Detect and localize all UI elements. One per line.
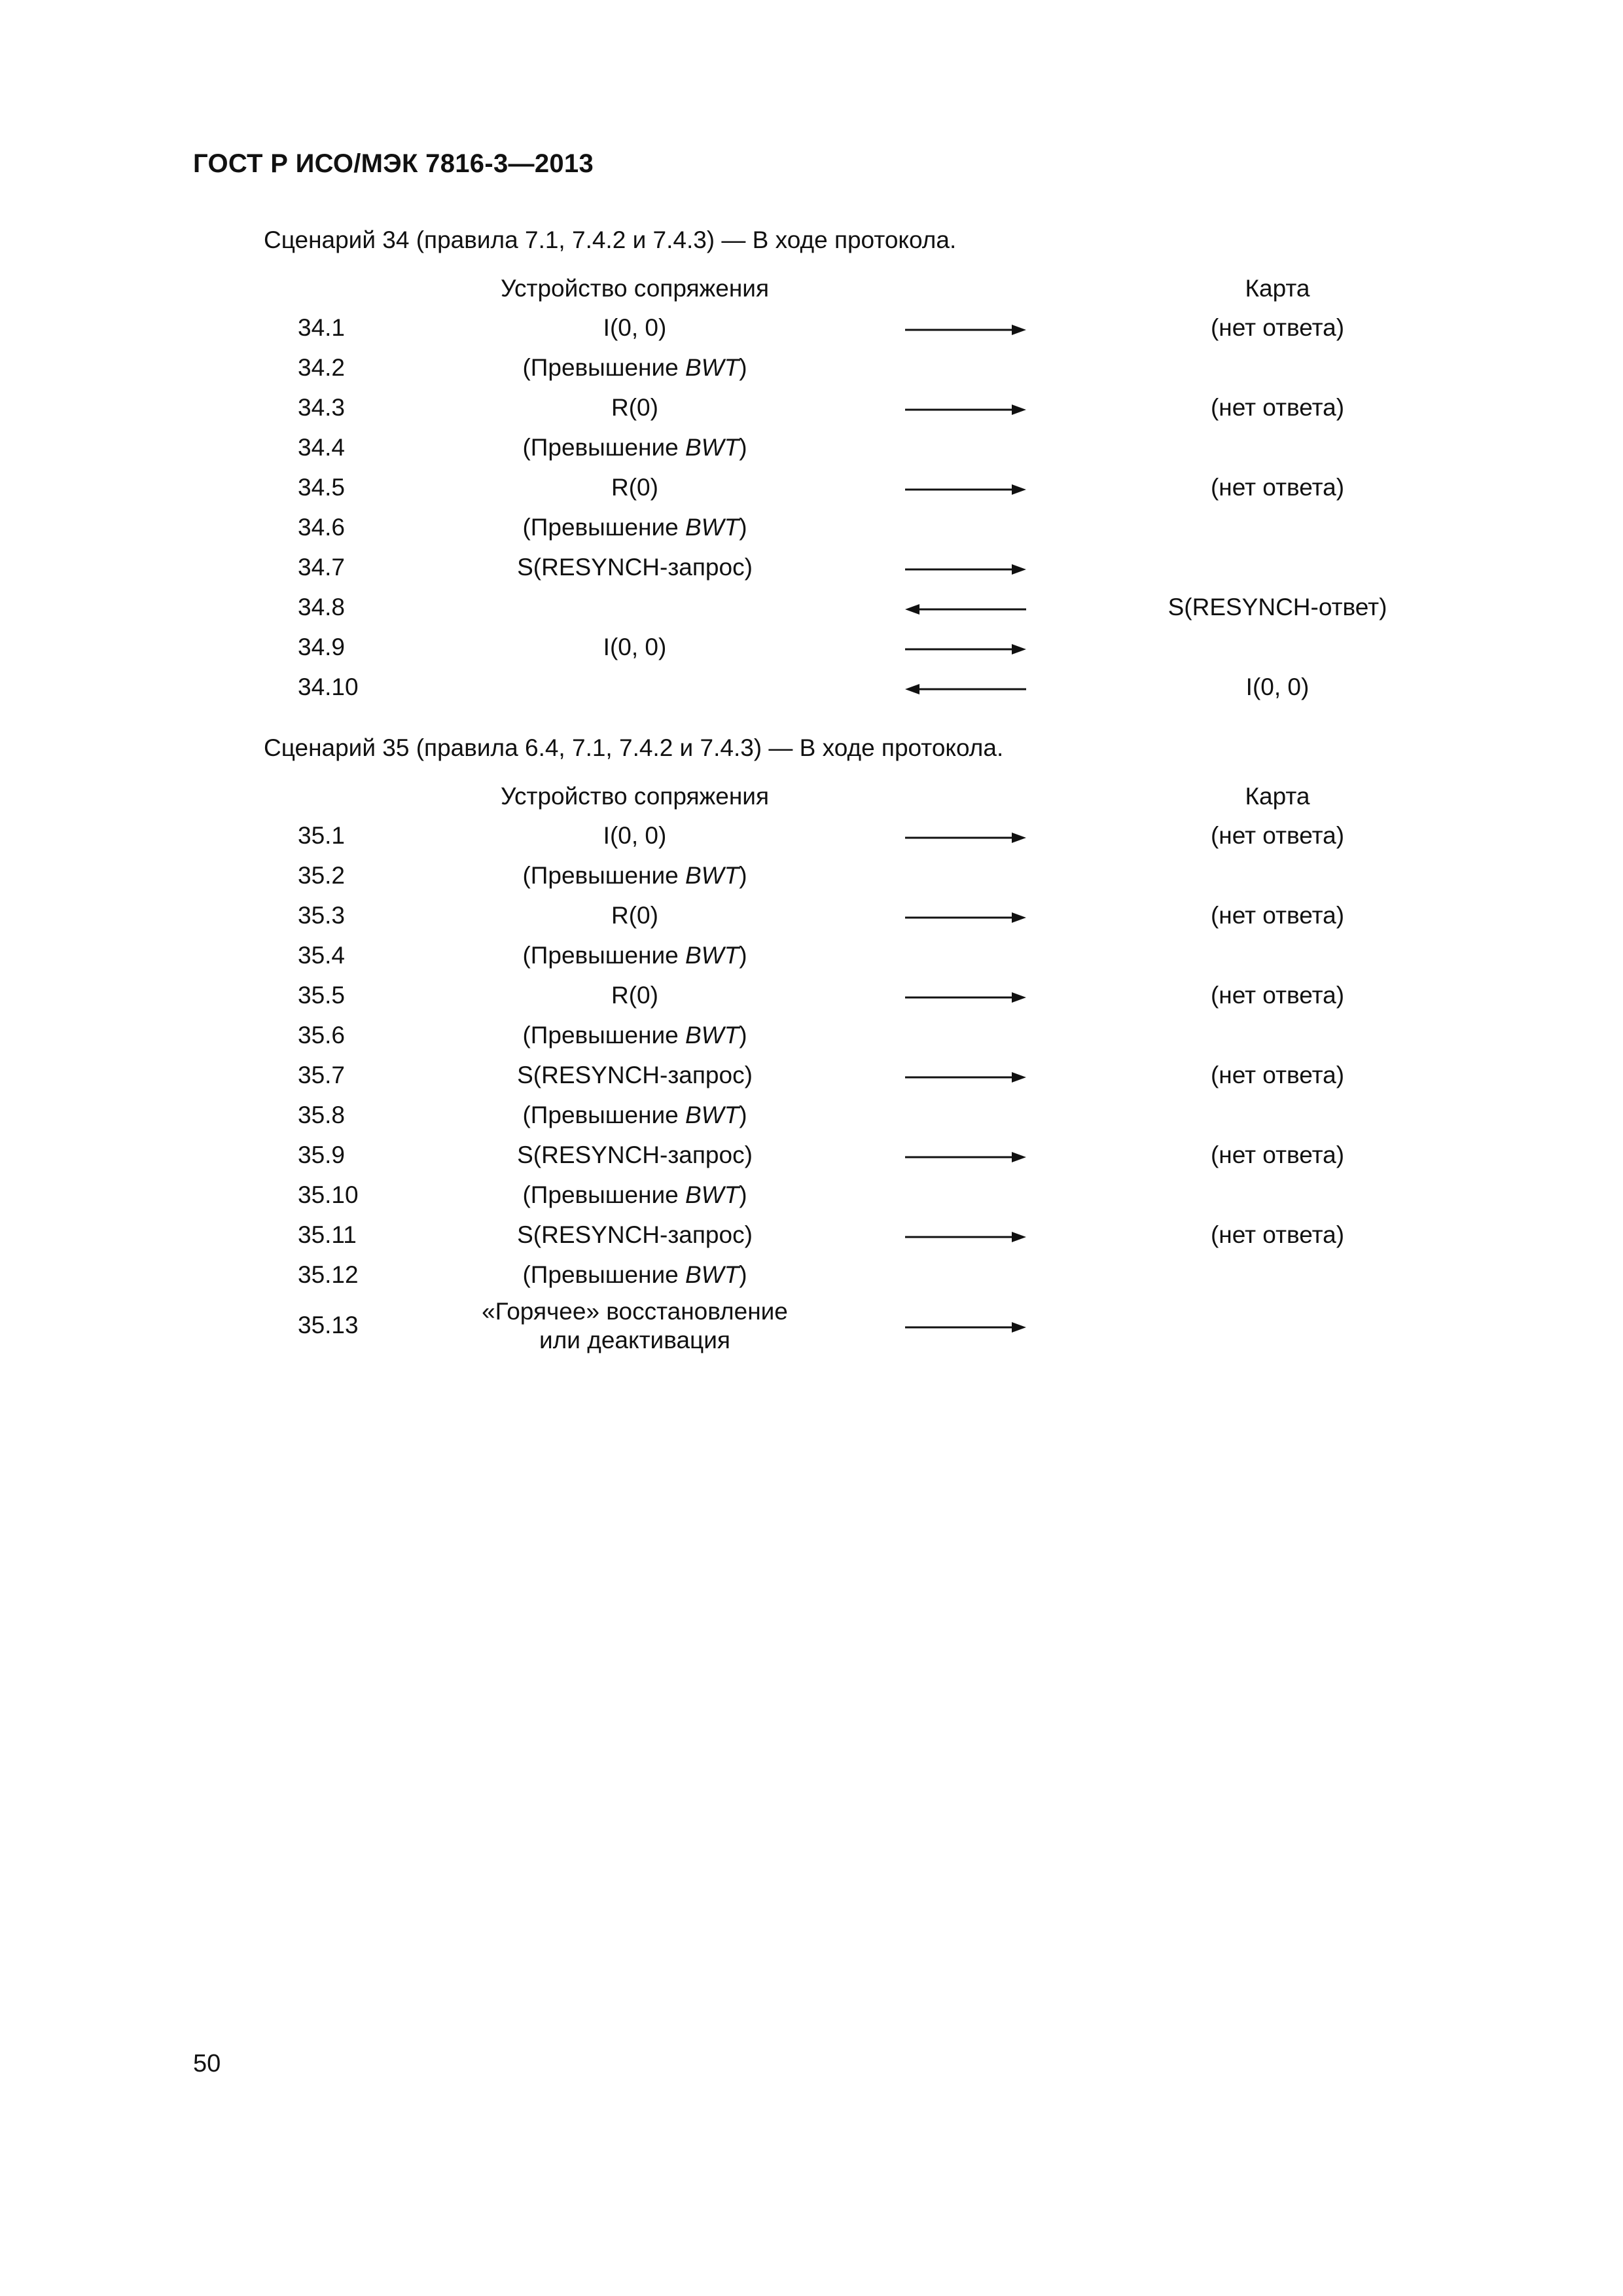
step-number: 34.6 xyxy=(298,514,346,541)
device-action: S(RESYNCH-запрос) xyxy=(517,1062,753,1088)
device-action xyxy=(458,1261,812,1289)
device-action-emphasis: BWT xyxy=(685,1261,740,1288)
page-number: 50 xyxy=(193,2050,221,2077)
device-action-emphasis: BWT xyxy=(685,942,740,969)
device-action-line: или деактивация xyxy=(539,1327,730,1354)
arrow-right-icon xyxy=(905,1229,1026,1245)
step-number: 35.9 xyxy=(298,1141,346,1168)
step-number: 35.12 xyxy=(298,1261,359,1288)
device-action: I(0, 0) xyxy=(603,314,667,341)
arrow-left-icon xyxy=(905,601,1026,617)
step-number: 34.8 xyxy=(298,594,346,620)
step-number: 35.11 xyxy=(298,1221,357,1248)
step-number: 34.2 xyxy=(298,354,346,381)
device-action xyxy=(458,942,812,969)
card-response: (нет ответа) xyxy=(1210,822,1345,849)
step-number: 34.7 xyxy=(298,554,346,581)
step-number: 34.9 xyxy=(298,634,346,660)
step-number: 35.13 xyxy=(298,1312,359,1338)
card-response: (нет ответа) xyxy=(1210,314,1345,341)
step-number: 35.6 xyxy=(298,1022,346,1049)
arrow-right-icon xyxy=(905,322,1026,338)
step-number: 34.3 xyxy=(298,394,346,421)
device-action-prefix: (Превышение xyxy=(522,942,685,969)
device-action-suffix: ) xyxy=(739,514,747,541)
device-action-emphasis: BWT xyxy=(685,1102,740,1128)
device-action-emphasis: BWT xyxy=(685,514,740,541)
arrow-right-icon xyxy=(905,641,1026,657)
device-action-suffix: ) xyxy=(739,1181,747,1208)
device-action-prefix: (Превышение xyxy=(522,434,685,461)
device-action-emphasis: BWT xyxy=(685,862,740,889)
device-action-prefix: (Превышение xyxy=(522,1102,685,1128)
device-action-prefix: (Превышение xyxy=(522,1261,685,1288)
device-action: I(0, 0) xyxy=(603,634,667,660)
device-action-prefix: (Превышение xyxy=(522,1022,685,1049)
device-action: R(0) xyxy=(611,982,658,1009)
arrow-right-icon xyxy=(905,910,1026,925)
device-action: R(0) xyxy=(611,394,658,421)
arrow-right-icon xyxy=(905,1149,1026,1165)
card-response: S(RESYNCH-ответ) xyxy=(1168,594,1387,620)
device-action xyxy=(458,1102,812,1129)
step-number: 34.4 xyxy=(298,434,346,461)
step-number: 35.5 xyxy=(298,982,346,1009)
device-action-suffix: ) xyxy=(739,354,747,381)
arrow-right-icon xyxy=(905,402,1026,418)
device-action-suffix: ) xyxy=(739,942,747,969)
device-action-prefix: (Превышение xyxy=(522,1181,685,1208)
step-number: 35.3 xyxy=(298,902,346,929)
step-number: 35.10 xyxy=(298,1181,359,1208)
device-action: R(0) xyxy=(611,902,658,929)
device-action-suffix: ) xyxy=(739,434,747,461)
card-response: (нет ответа) xyxy=(1210,902,1345,929)
step-number: 35.8 xyxy=(298,1102,346,1128)
device-action: S(RESYNCH-запрос) xyxy=(517,1221,753,1248)
device-action-suffix: ) xyxy=(739,1102,747,1128)
arrow-right-icon xyxy=(905,830,1026,846)
device-action-prefix: (Превышение xyxy=(522,514,685,541)
device-action-emphasis: BWT xyxy=(685,1181,740,1208)
device-action-suffix: ) xyxy=(739,1022,747,1049)
device-action xyxy=(458,514,812,541)
card-column-heading: Карта xyxy=(1245,783,1310,810)
page-header: ГОСТ Р ИСО/МЭК 7816-3—2013 xyxy=(193,149,594,178)
card-response: (нет ответа) xyxy=(1210,1221,1345,1248)
arrow-right-icon xyxy=(905,1069,1026,1085)
card-response: (нет ответа) xyxy=(1210,474,1345,501)
device-action: I(0, 0) xyxy=(603,822,667,849)
arrow-right-icon xyxy=(905,1319,1026,1335)
step-number: 35.2 xyxy=(298,862,346,889)
device-action xyxy=(458,434,812,461)
step-number: 35.7 xyxy=(298,1062,346,1088)
device-action: S(RESYNCH-запрос) xyxy=(517,1141,753,1168)
arrow-left-icon xyxy=(905,681,1026,697)
device-action: R(0) xyxy=(611,474,658,501)
step-number: 34.5 xyxy=(298,474,346,501)
device-action xyxy=(458,354,812,382)
arrow-right-icon xyxy=(905,482,1026,497)
step-number: 35.4 xyxy=(298,942,346,969)
step-number: 34.1 xyxy=(298,314,346,341)
step-number: 34.10 xyxy=(298,673,359,700)
device-action xyxy=(458,862,812,889)
device-action-emphasis: BWT xyxy=(685,434,740,461)
device-action-emphasis: BWT xyxy=(685,354,740,381)
step-number: 35.1 xyxy=(298,822,346,849)
scenario-title: Сценарий 35 (правила 6.4, 7.1, 7.4.2 и 7.4.3) — В ходе протокола. xyxy=(264,734,1004,761)
device-action-line: «Горячее» восстановление xyxy=(482,1298,788,1325)
device-column-heading: Устройство сопряжения xyxy=(500,275,770,302)
device-action-prefix: (Превышение xyxy=(522,862,685,889)
device-action-suffix: ) xyxy=(739,862,747,889)
card-response: (нет ответа) xyxy=(1210,394,1345,421)
device-action xyxy=(458,1181,812,1209)
arrow-right-icon xyxy=(905,562,1026,577)
card-column-heading: Карта xyxy=(1245,275,1310,302)
device-action: S(RESYNCH-запрос) xyxy=(517,554,753,581)
arrow-right-icon xyxy=(905,990,1026,1005)
card-response: (нет ответа) xyxy=(1210,1141,1345,1168)
scenario-title: Сценарий 34 (правила 7.1, 7.4.2 и 7.4.3) — В ходе протокола. xyxy=(264,226,957,253)
card-response: (нет ответа) xyxy=(1210,982,1345,1009)
device-action-prefix: (Превышение xyxy=(522,354,685,381)
card-response: I(0, 0) xyxy=(1245,673,1310,700)
device-action-emphasis: BWT xyxy=(685,1022,740,1049)
card-response: (нет ответа) xyxy=(1210,1062,1345,1088)
device-column-heading: Устройство сопряжения xyxy=(500,783,770,810)
device-action xyxy=(458,1022,812,1049)
device-action xyxy=(458,1297,812,1355)
device-action-suffix: ) xyxy=(739,1261,747,1288)
